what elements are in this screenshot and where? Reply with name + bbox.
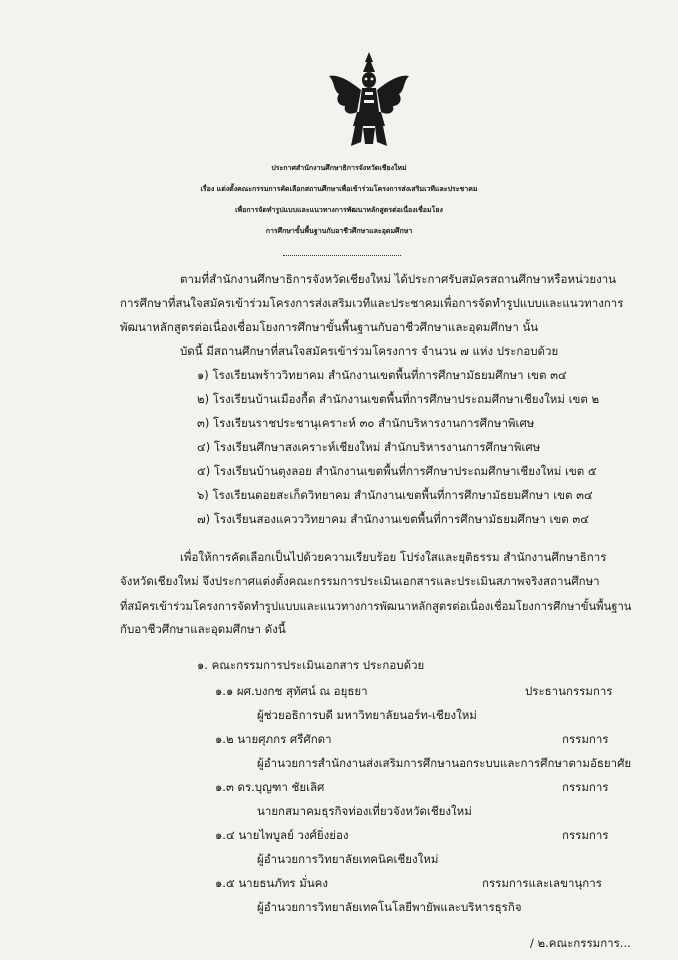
doc-subject: เรื่อง แต่งตั้งคณะกรรมการคัดเลือกสถานศึกษาเพื่อเข้าร่วมโครงการส่งเสริมเวทีและประชาคม [200, 185, 478, 193]
garuda-emblem-icon [327, 50, 411, 148]
school-item: ๕) โรงเรียนบ้านตุงลอย สำนักงานเขตพื้นที่การศึกษาประถมศึกษาเชียงใหม่ เขต ๕ [197, 464, 597, 478]
member-role: ประธานกรรมการ [525, 684, 613, 698]
school-item: ๔) โรงเรียนศึกษาสงเคราะห์เชียงใหม่ สำนักบริหารงานการศึกษาพิเศษ [197, 440, 541, 454]
purpose-line: ที่สมัครเข้าร่วมโครงการจัดทำรูปแบบและแนวทางการพัฒนาหลักสูตรต่อเนื่องเชื่อมโยงการศึกษาขั้นพื้นฐาน [120, 600, 632, 613]
member-role: กรรมการ [562, 732, 609, 746]
member-title: ผู้อำนวยการวิทยาลัยเทคนิคเชียงใหม่ [257, 852, 439, 866]
purpose-line: เพื่อให้การคัดเลือกเป็นไปด้วยความเรียบร้อย โปร่งใสและยุติธรรม สำนักงานศึกษาธิการ [180, 550, 607, 564]
title-separator [283, 255, 401, 256]
doc-subject-line2: เพื่อการจัดทำรูปแบบและแนวทางการพัฒนาหลักสูตรต่อเนื่องเชื่อมโยง [235, 206, 443, 214]
member-title: นายกสมาคมธุรกิจท่องเที่ยวจังหวัดเชียงใหม่ [257, 804, 472, 818]
member-name: ๑.๕ นายธนภัทร มั่นคง [215, 876, 328, 890]
school-item: ๑) โรงเรียนพร้าววิทยาคม สำนักงานเขตพื้นที่การศึกษามัธยมศึกษา เขต ๓๔ [197, 368, 567, 382]
intro-line: ตามที่สำนักงานศึกษาธิการจังหวัดเชียงใหม่ ได้ประกาศรับสมัครสถานศึกษาหรือหน่วยงาน [180, 272, 617, 286]
member-title: ผู้อำนวยการวิทยาลัยเทคโนโลยีพายัพและบริหารธุรกิจ [257, 900, 522, 914]
committee-heading: ๑. คณะกรรมการประเมินเอกสาร ประกอบด้วย [197, 658, 425, 672]
intro-line: การศึกษาที่สนใจสมัครเข้าร่วมโครงการส่งเสริมเวทีและประชาคมเพื่อการจัดทำรูปแบบและแนวทางการ [120, 296, 624, 310]
doc-title: ประกาศสำนักงานศึกษาธิการจังหวัดเชียงใหม่ [271, 164, 407, 172]
member-name: ๑.๔ นายไพบูลย์ วงศ์ยิ่งย่อง [215, 828, 349, 842]
member-title: ผู้ช่วยอธิการบดี มหาวิทยาลัยนอร์ท-เชียงใหม่ [257, 708, 477, 722]
intro-line: พัฒนาหลักสูตรต่อเนื่องเชื่อมโยงการศึกษาขั้นพื้นฐานกับอาชีวศึกษาและอุดมศึกษา นั้น [120, 320, 539, 334]
member-role: กรรมการ [562, 780, 609, 794]
school-item: ๒) โรงเรียนบ้านเมืองกื้ด สำนักงานเขตพื้นที่การศึกษาประถมศึกษาเชียงใหม่ เขต ๒ [197, 392, 600, 406]
member-name: ๑.๓ ดร.บุญฑา ชัยเลิศ [215, 780, 325, 794]
purpose-line: จังหวัดเชียงใหม่ จึงประกาศแต่งตั้งคณะกรรมการประเมินเอกสารและประเมินสภาพจริงสถานศึกษา [120, 574, 600, 588]
school-item: ๓) โรงเรียนราชประชานุเคราะห์ ๓๐ สำนักบริหารงานการศึกษาพิเศษ [197, 416, 535, 430]
member-name: ๑.๒ นายศุภกร ศรีศักดา [215, 732, 332, 746]
member-name: ๑.๑ ผศ.บงกช สุทัศน์ ณ อยุธยา [215, 684, 368, 698]
member-role: กรรมการและเลขานุการ [482, 876, 602, 890]
intro-summary: บัดนี้ มีสถานศึกษาที่สนใจสมัครเข้าร่วมโครงการ จำนวน ๗ แห่ง ประกอบด้วย [180, 344, 559, 358]
purpose-line: กับอาชีวศึกษาและอุดมศึกษา ดังนี้ [120, 622, 286, 636]
school-item: ๗) โรงเรียนสองแควววิทยาคม สำนักงานเขตพื้นที่การศึกษามัธยมศึกษา เขต ๓๔ [197, 512, 589, 526]
school-item: ๖) โรงเรียนดอยสะเก็ดวิทยาคม สำนักงานเขตพื้นที่การศึกษามัธยมศึกษา เขต ๓๔ [197, 488, 593, 502]
doc-subject-line3: การศึกษาขั้นพื้นฐานกับอาชีวศึกษาและอุดมศึกษา [265, 227, 413, 235]
member-role: กรรมการ [562, 828, 609, 842]
member-title: ผู้อำนวยการสำนักงานส่งเสริมการศึกษานอกระบบและการศึกษาตามอัธยาศัย [257, 756, 632, 770]
page-continuation: / ๒.คณะกรรมการ... [530, 936, 631, 950]
